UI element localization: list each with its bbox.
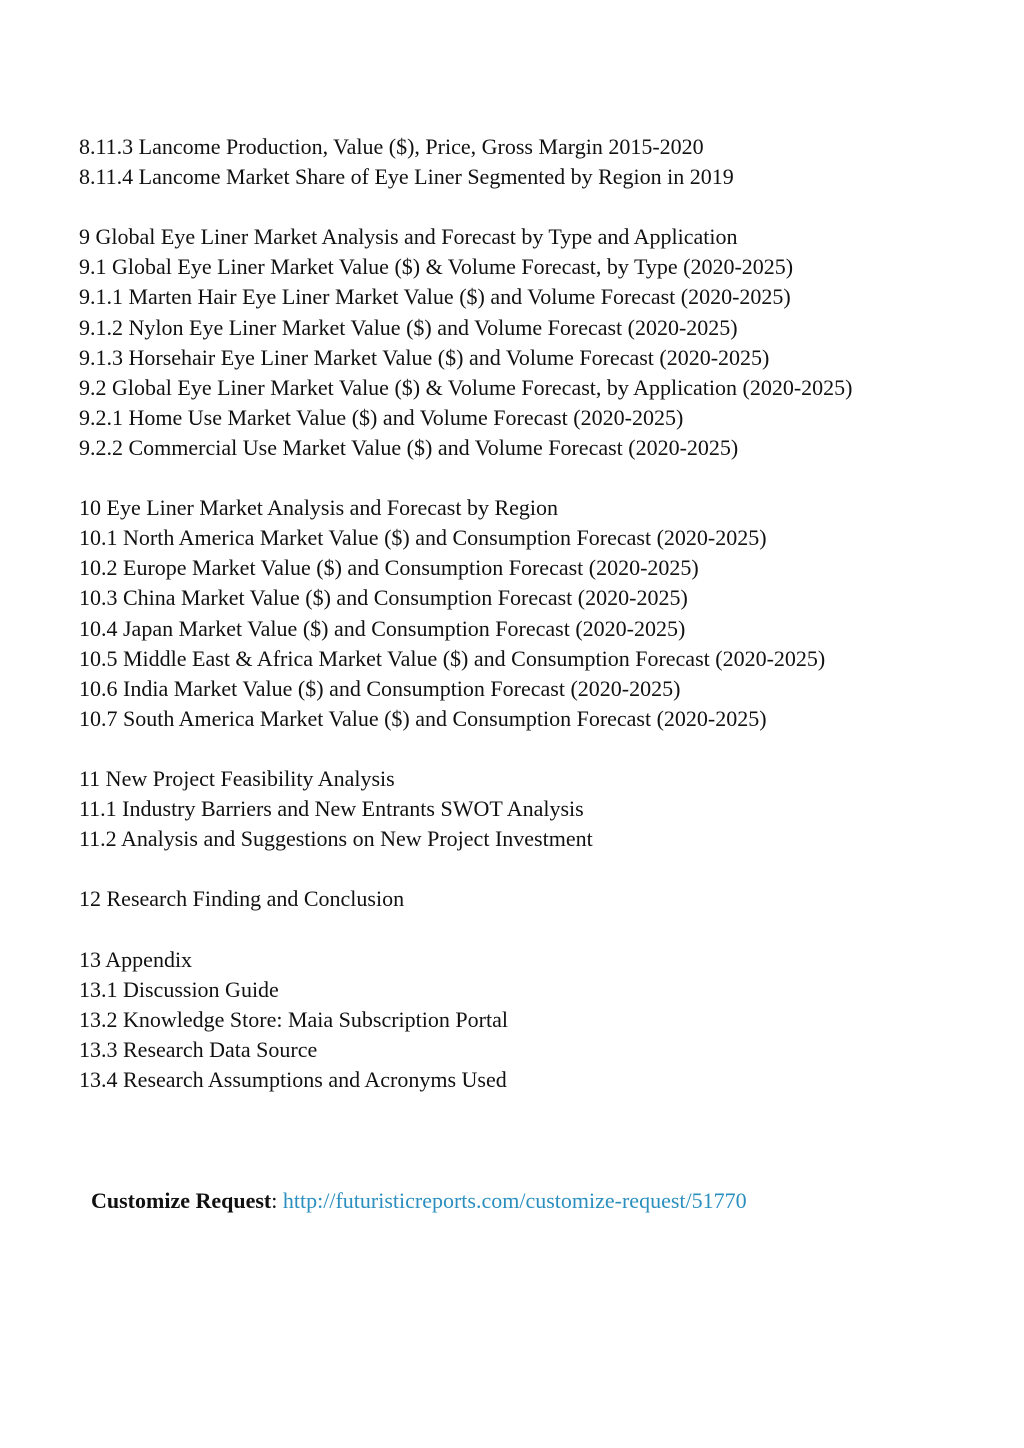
- toc-heading: 9 Global Eye Liner Market Analysis and Forecast by Type and Application: [79, 224, 738, 250]
- toc-entry: 8.11.3 Lancome Production, Value ($), Price, Gross Margin 2015-2020: [79, 134, 704, 159]
- customize-request-link[interactable]: http://futuristicreports.com/customize-request/51770: [282, 1188, 747, 1213]
- toc-spacer: [79, 192, 999, 222]
- toc-section-13: [79, 945, 999, 1095]
- toc-section-8-11: [79, 132, 999, 192]
- toc-entry: 9.1.2 Nylon Eye Liner Market Value ($) and Volume Forecast (2020-2025): [79, 314, 738, 340]
- toc-heading: 12 Research Finding and Conclusion: [79, 886, 405, 912]
- toc-section-9: [79, 222, 999, 463]
- toc-entry: 8.11.4 Lancome Market Share of Eye Liner Segmented by Region in 2019: [79, 164, 734, 190]
- customize-request-label: Customize Request: [91, 1188, 272, 1213]
- toc-entry: 10.1 North America Market Value ($) and Consumption Forecast (2020-2025): [79, 525, 767, 551]
- toc-entry: 10.7 South America Market Value ($) and Consumption Forecast (2020-2025): [79, 705, 767, 731]
- toc-spacer: [79, 463, 999, 493]
- table-of-contents: [79, 132, 999, 1095]
- toc-entry: 10.5 Middle East & Africa Market Value ($) and Consumption Forecast (2020-2025): [79, 645, 826, 671]
- toc-entry: 13.3 Research Data Source: [79, 1036, 318, 1062]
- toc-entry: 9.2 Global Eye Liner Market Value ($) & Volume Forecast, by Application (2020-2025): [79, 374, 853, 400]
- toc-heading: 10 Eye Liner Market Analysis and Forecast by Region: [79, 495, 559, 521]
- toc-heading: 11 New Project Feasibility Analysis: [79, 765, 395, 791]
- toc-entry: 13.4 Research Assumptions and Acronyms Used: [79, 1066, 507, 1092]
- toc-section-12: [79, 884, 999, 914]
- customize-request-line: [91, 1186, 747, 1216]
- customize-request-separator: :: [271, 1188, 283, 1213]
- toc-section-10: [79, 493, 999, 734]
- toc-entry: 13.1 Discussion Guide: [79, 976, 279, 1002]
- toc-section-11: [79, 764, 999, 854]
- toc-entry: 9.1 Global Eye Liner Market Value ($) & Volume Forecast, by Type (2020-2025): [79, 254, 794, 280]
- toc-spacer: [79, 854, 999, 884]
- toc-entry: 10.6 India Market Value ($) and Consumption Forecast (2020-2025): [79, 675, 681, 701]
- toc-spacer: [79, 914, 999, 944]
- toc-entry: 13.2 Knowledge Store: Maia Subscription Portal: [79, 1006, 508, 1032]
- toc-entry: 9.2.2 Commercial Use Market Value ($) and Volume Forecast (2020-2025): [79, 434, 739, 460]
- toc-heading: 13 Appendix: [79, 946, 193, 972]
- toc-entry: 9.1.1 Marten Hair Eye Liner Market Value ($) and Volume Forecast (2020-2025): [79, 284, 791, 310]
- toc-entry: 10.2 Europe Market Value ($) and Consumption Forecast (2020-2025): [79, 555, 699, 581]
- toc-entry: 9.2.1 Home Use Market Value ($) and Volume Forecast (2020-2025): [79, 404, 684, 430]
- toc-spacer: [79, 734, 999, 764]
- toc-entry: 10.3 China Market Value ($) and Consumption Forecast (2020-2025): [79, 585, 688, 611]
- toc-entry: 9.1.3 Horsehair Eye Liner Market Value ($) and Volume Forecast (2020-2025): [79, 344, 770, 370]
- toc-entry: 11.2 Analysis and Suggestions on New Project Investment: [79, 826, 593, 852]
- toc-entry: 10.4 Japan Market Value ($) and Consumption Forecast (2020-2025): [79, 615, 686, 641]
- toc-entry: 11.1 Industry Barriers and New Entrants SWOT Analysis: [79, 796, 584, 822]
